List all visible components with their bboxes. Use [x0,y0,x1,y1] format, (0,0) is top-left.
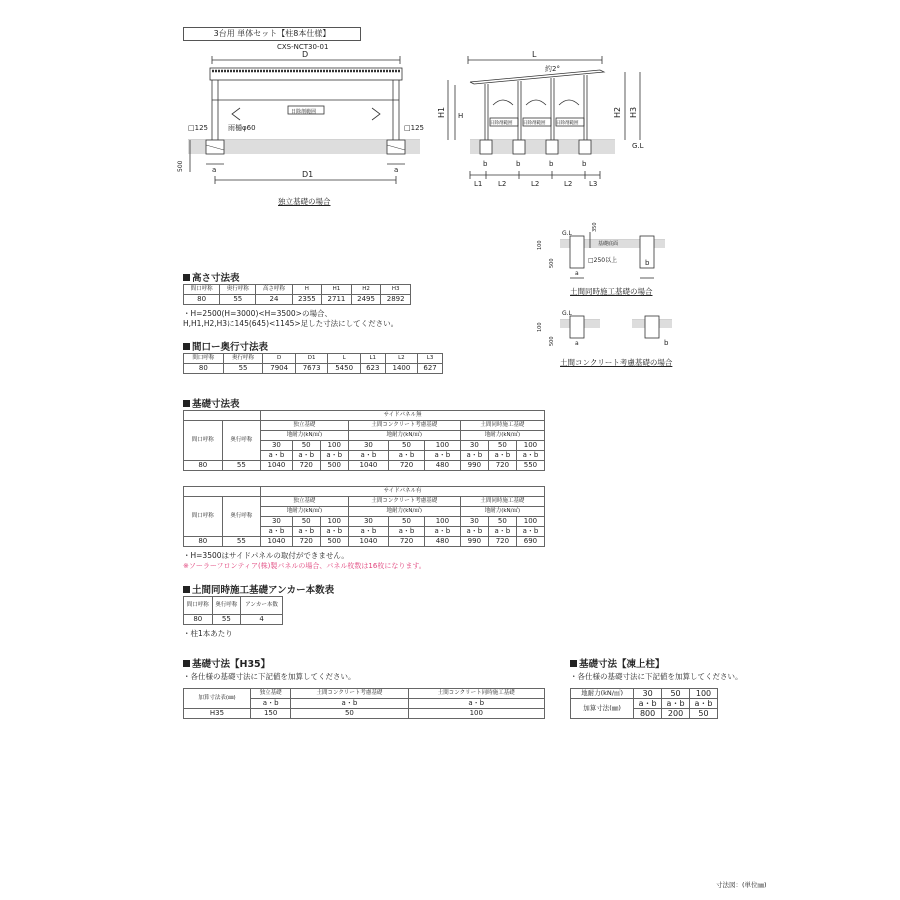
anchor-title: 土間同時施工基礎アンカー本数表 [183,582,334,596]
label-post-right: □125 [404,124,424,132]
label-l2-b: L2 [531,180,540,188]
d2-label-b: b [664,339,669,347]
foundation-title: 基礎寸法表 [183,396,240,410]
frost-table: 地耐力(kN/㎡) 30 50 100 加算寸法(㎜) a・b a・b a・b 800 200 50 [570,688,718,719]
label-b-4: b [582,160,587,168]
h35-table: 加算寸法表(㎜) 独立基礎 土間コンクリート考慮基礎 土間コンクリート同時施工基礎 a・b a・b a・b H35 150 50 100 [183,688,545,719]
depth-table: 間口呼称 奥行呼称 D D1 L L1 L2 L3 80 55 7904 7673 5450 623 1400 627 [183,353,443,374]
label-sign-front: 日除剤範囲 [291,109,317,115]
label-a-left: a [212,166,217,174]
d1-label-b: b [645,259,650,267]
foundation-note-2: ※ソーラーフロンティア(株)製パネルの場合、パネル枚数は16枚になります。 [183,562,426,570]
caption-detail2: 土間コンクリート考慮基礎の場合 [560,358,673,367]
label-gutter: 雨樋φ60 [228,124,256,132]
model-code: CXS-NCT30-01 [277,43,329,51]
h35-note: ・各仕様の基礎寸法に下記値を加算してください。 [183,672,356,681]
foundation-table-no-panel: サイドパネル無 間口呼称 奥行呼称 独立基礎 土間コンクリート考慮基礎 土間同時施工基礎 地耐力(kN/㎡) 地耐力(kN/㎡) 地耐力(kN/㎡) 30 50 100 30 50 100 30 50 100 a・b a・b a・b a・b a・b a・b a・b a・b a・b 80 55 1040 720 500 1040 720 480 990 720 550 [183,410,545,471]
depth-table-title: 間口ー奥行寸法表 [183,339,268,353]
d2-label-gl: G.L [562,310,572,317]
d2-label-100: 100 [537,322,543,332]
label-l2-c: L2 [564,180,573,188]
label-a-right: a [394,166,399,174]
label-angle: 約2° [545,65,560,73]
height-note-2: H,H1,H2,H3に145(645)<1145>足した寸法にしてください。 [183,319,399,328]
d1-label-base: 基礎底面 [598,241,619,247]
h35-title: 基礎寸法【H35】 [183,656,270,670]
label-h1: H1 [437,106,446,118]
d1-label-gl: G.L [562,230,572,237]
caption-independent: 独立基礎の場合 [278,197,331,206]
label-gl: G.L [632,142,644,150]
d1-label-pipe: □250以上 [588,257,618,264]
height-table-title: 高さ寸法表 [183,270,240,284]
foundation-table-with-panel: サイドパネル有 間口呼称 奥行呼称 独立基礎 土間コンクリート考慮基礎 土間同時施工基礎 地耐力(kN/㎡) 地耐力(kN/㎡) 地耐力(kN/㎡) 30 50 100 30 50 100 30 50 100 a・b a・b a・b a・b a・b a・b a・b a・b a・b 80 55 1040 720 500 1040 720 480 990 720 690 [183,486,545,547]
height-note-1: ・H=2500(H=3000)<H=3500>の場合、 [183,309,332,318]
label-b-1: b [483,160,488,168]
frost-title: 基礎寸法【凍上柱】 [570,656,665,670]
set-title: 3台用 単体セット【柱8本仕様】 [183,27,361,41]
label-h3: H3 [629,106,638,118]
d1-label-100: 100 [537,240,543,250]
label-h2: H2 [613,106,622,118]
label-post-left: □125 [188,124,208,132]
label-d1: D1 [302,170,314,179]
label-b-3: b [549,160,554,168]
label-b-2: b [516,160,521,168]
anchor-note: ・柱1本あたり [183,629,233,638]
label-h500: 500 [177,160,184,172]
label-l1: L1 [474,180,483,188]
frost-note: ・各仕様の基礎寸法に下記値を加算してください。 [570,672,743,681]
label-sign-side-3: 日除剤範囲 [556,121,579,126]
unit-note: 寸法図：(単位㎜) [716,881,767,889]
height-table: 間口呼称 奥行呼称 高さ呼称 H H1 H2 H3 80 55 24 2355 2711 2495 2892 [183,284,411,305]
label-sign-side-2: 日除剤範囲 [523,121,546,126]
label-l3: L3 [589,180,598,188]
d1-label-350: 350 [592,222,598,232]
label-sign-side-1: 日除剤範囲 [490,121,513,126]
label-h: H [458,112,464,120]
d2-label-500: 500 [549,336,555,346]
label-l: L [532,50,537,59]
foundation-note-1: ・H=3500はサイドパネルの取付ができません。 [183,551,349,560]
label-d: D [302,50,309,59]
d1-label-500: 500 [549,258,555,268]
d1-label-a: a [575,270,579,277]
anchor-table: 間口呼称 奥行呼称 アンカー本数 80 55 4 [183,596,283,625]
caption-detail1: 土間同時施工基礎の場合 [570,287,653,296]
label-l2-a: L2 [498,180,507,188]
d2-label-a: a [575,340,579,347]
